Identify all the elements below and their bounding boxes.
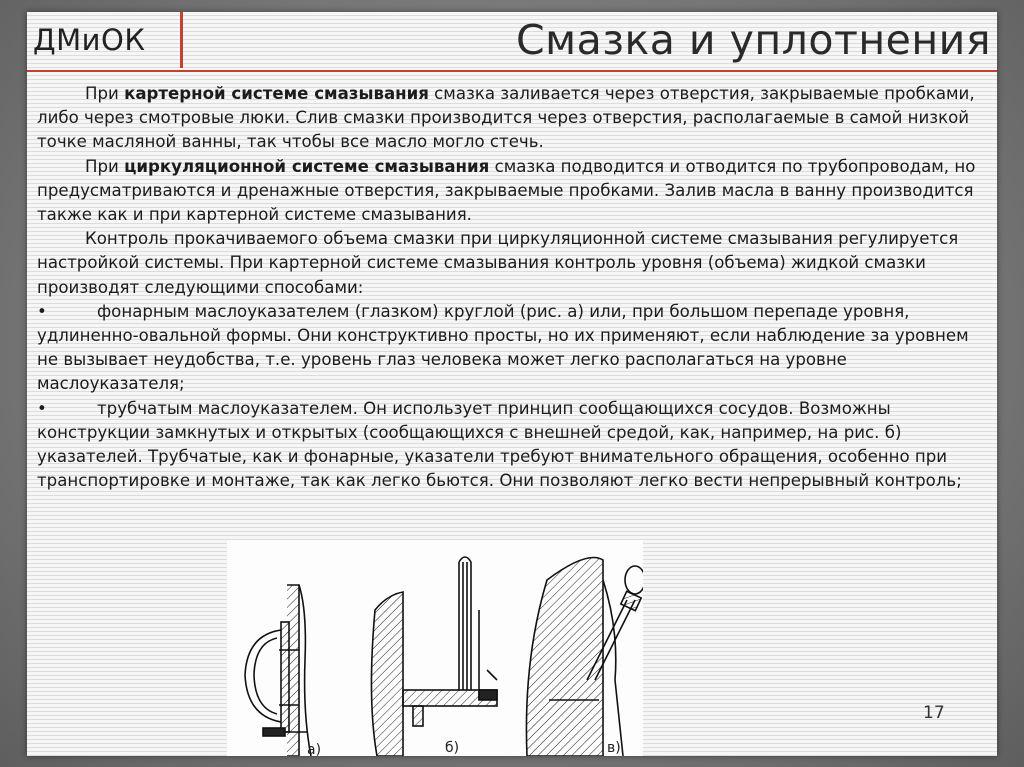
page-number: 17	[923, 703, 945, 723]
bullet-item-lantern-indicator	[37, 300, 987, 397]
slide-title: Смазка и уплотнения	[516, 16, 991, 64]
p1-term: картерной системе смазывания	[124, 84, 429, 103]
figure-label-a: а)	[307, 742, 322, 756]
course-abbreviation: ДМиОК	[33, 23, 146, 57]
bullet-text: фонарным маслоуказателем (глазком) круглой (рис. а) или, при большом перепаде уровня, удлиненно-овальной формы. Они конструктивно просты, но их применяют, если наблюдение за уровнем не вызывает неудобства, т.е. уровень глаз человека может легко располагаться на уровне маслоуказателя;	[37, 301, 969, 394]
paragraph-circulation-lubrication	[37, 155, 987, 228]
paragraph-level-control: Контроль прокачиваемого объема смазки при циркуляционной системе смазывания регулируется настройкой системы. При картерной системе смазывания контроль уровня (объема) жидкой смазки производят следующими способами:	[37, 229, 959, 297]
bullet-marker: •	[37, 398, 47, 418]
p2-term: циркуляционной системе смазывания	[124, 156, 490, 176]
paragraph-sump-lubrication	[37, 82, 987, 155]
figure-label-c: в)	[607, 740, 621, 756]
bullet-item-tube-indicator	[37, 397, 987, 494]
bullet-text: трубчатым маслоуказателем. Он использует принцип сообщающихся сосудов. Возможны конструкции замкнутых и открытых (сообщающихся с внешней средой, как, например, на рис. б) указателей. Трубчатые, как и фонарные, указатели требуют внимательного обращения, особенно при транспортировке и монтаже, так как легко бьются. Они позволяют легко вести непрерывный контроль;	[37, 398, 962, 491]
slide	[27, 12, 997, 756]
p2-lead: При	[85, 156, 125, 176]
bullet-marker: •	[37, 301, 47, 321]
oil-level-indicator-figure	[227, 540, 643, 756]
p2-text: смазка подводится и отводится по трубопроводам, но предусматриваются и дренажные отверстия, закрываемые пробками. Залив масла в ванну производится также как и при картерной системе смазывания.	[37, 156, 976, 225]
header-divider	[180, 12, 183, 68]
header-rule	[27, 70, 997, 72]
p1-text: смазка заливается через отверстия, закрываемые пробками, либо через смотровые люки. Слив смазки производится через отверстия, располагаемые в самой низкой точке масляной ванны, так чтобы все масло могло стечь.	[37, 84, 975, 152]
body-text	[37, 82, 987, 493]
figure-label-b: б)	[445, 740, 460, 756]
p1-lead: При	[85, 84, 125, 103]
